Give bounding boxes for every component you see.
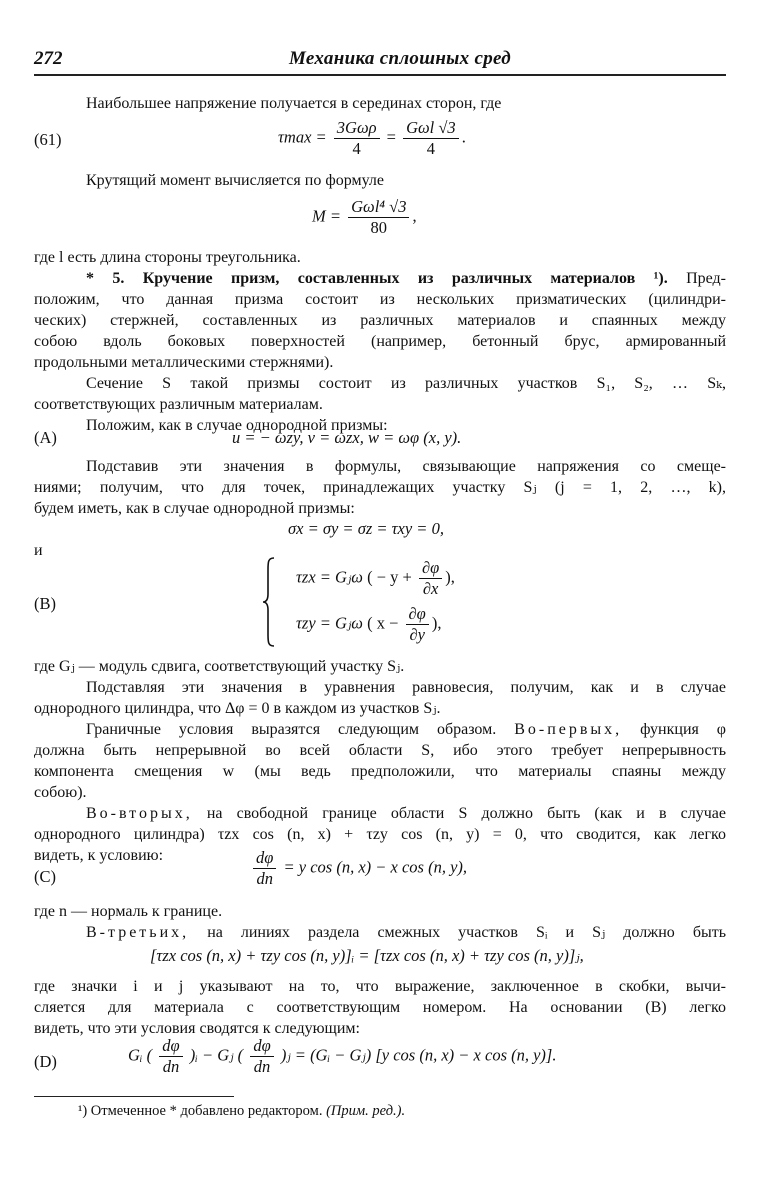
text-line: будем иметь, как в случае однородной призмы: <box>34 500 355 517</box>
text-line: где n — нормаль к границе. <box>34 903 223 920</box>
eqD-part-b: )ᵢ − Gⱼ ( <box>189 1045 244 1065</box>
equation-D <box>128 1036 556 1077</box>
conjunction: и <box>34 542 43 559</box>
header-rule <box>34 74 726 76</box>
footnote-rule <box>34 1096 234 1097</box>
text-line: где l есть длина стороны треугольника. <box>34 249 301 266</box>
eqC-rhs: = y cos (n, x) − x cos (n, y), <box>283 857 468 877</box>
equation-label-B: (B) <box>34 594 56 613</box>
eqD-fraction-1 <box>159 1036 182 1077</box>
eqB1-lhs: τzx = Gⱼω <box>296 567 363 587</box>
eqD-den-1: dn <box>162 1057 180 1076</box>
left-brace-icon <box>262 556 276 648</box>
equation-label-D: (D) <box>34 1052 57 1071</box>
text-fragment: на свободной границе области S должно быть (как и в случае <box>206 805 727 822</box>
page-number: 272 <box>34 48 63 69</box>
text-line: видеть, что эти условия сводятся к следующим: <box>34 1020 360 1037</box>
eqB1-num: ∂φ <box>419 558 442 579</box>
torque-lhs: M = <box>312 206 342 226</box>
text-line: видеть, к условию: <box>34 847 164 864</box>
equation-sigma: σx = σy = σz = τxy = 0, <box>288 519 444 538</box>
eqB1-rhs: ( − y + <box>367 567 412 587</box>
equation-A: u = − ωzy, v = ωzx, w = ωφ (x, y). <box>232 428 462 447</box>
section-heading: * 5. Кручение призм, составленных из различных материалов ¹). <box>86 270 668 287</box>
eq61-num-1: 3Gωρ <box>334 118 380 139</box>
eqB1-den: ∂x <box>422 579 439 598</box>
spaced-word: Во-вторых, <box>86 805 193 822</box>
eq61-fraction-1 <box>334 118 380 159</box>
eqD-num-2: dφ <box>250 1036 273 1057</box>
page-header <box>34 44 726 72</box>
text-line: компонента смещения w (мы ведь предположили, что материалы спаяны между <box>34 763 726 780</box>
eq61-num-2: Gωl √3 <box>403 118 459 139</box>
text-line: Сечение S такой призмы состоит из различных участков S₁, S₂, … Sₖ, <box>86 375 726 392</box>
footnote-text: ¹) Отмеченное * добавлено редактором. <box>78 1103 323 1119</box>
text-line: однородного цилиндра, что Δφ = 0 в каждом из участков Sⱼ. <box>34 700 441 717</box>
footnote <box>78 1103 405 1120</box>
eqD-den-2: dn <box>253 1057 271 1076</box>
text-fragment: Пред- <box>686 270 727 287</box>
text-fragment: на линиях раздела смежных участков Sᵢ и Sⱼ должно быть <box>207 924 727 941</box>
eqB2-rhs: ( x − <box>367 613 399 633</box>
text-line <box>34 719 726 740</box>
torque-num: Gωl⁴ √3 <box>348 197 409 218</box>
eqD-fraction-2 <box>250 1036 273 1077</box>
text-line <box>34 922 726 943</box>
eqB2-den: ∂y <box>409 625 425 644</box>
text-line: собою вдоль боковых поверхностей (например, бетонный брус, армированный <box>34 333 726 350</box>
text-line: ниями; получим, что для точек, принадлежащих участку Sⱼ (j = 1, 2, …, k), <box>34 479 726 496</box>
text-fragment: Граничные условия выразятся следующим образом. <box>86 721 497 738</box>
spaced-word: Во-первых, <box>514 721 623 738</box>
text-line: ческих) стержней, составленных из различных материалов и спаянных между <box>34 312 726 329</box>
spaced-word: В-третьих, <box>86 924 190 941</box>
text-line: Подставляя эти значения в уравнения равновесия, получим, как и в случае <box>86 679 726 696</box>
section-heading-line <box>34 268 726 289</box>
torque-fraction <box>348 197 409 238</box>
text-line: должна быть непрерывной во всей области S, ибо этого требует непрерывность <box>34 742 726 759</box>
eq61-fraction-2 <box>403 118 459 159</box>
eqC-den: dn <box>256 869 273 888</box>
eq61-lhs: τmax = <box>278 127 327 147</box>
equation-61: τmax = $\frac{\text{3Gωρ}}{4}$ = $\frac{\text{Gωl √3}}{4}$ . <box>278 118 466 158</box>
text-line: сляется для материала с соответствующим номером. На основании (B) легко <box>34 999 726 1016</box>
eq61-den-1: 4 <box>352 139 361 158</box>
eq61-den-2: 4 <box>426 139 436 158</box>
running-title: Механика сплошных сред <box>288 48 512 69</box>
eqD-part-a: Gᵢ ( <box>128 1045 153 1065</box>
text-line: Подставив эти значения в формулы, связывающие напряжения со смеще- <box>86 458 726 475</box>
text-line: собою). <box>34 784 87 801</box>
text-line: Крутящий момент вычисляется по формуле <box>86 172 384 189</box>
eqB2-lhs: τzy = Gⱼω <box>296 613 363 633</box>
text-fragment: функция φ <box>640 721 727 738</box>
eqB2-fraction <box>406 604 429 645</box>
equation-B-2: τzy = Gⱼω ( x − $\frac{\partial\varphi}{\partial y}$ ), <box>296 604 442 644</box>
eqD-num-1: dφ <box>159 1036 182 1057</box>
equation-B-1: τzx = Gⱼω ( − y + $\frac{\partial\varphi}{\partial x}$ ), <box>296 558 455 598</box>
equation-label-A: (A) <box>34 428 57 447</box>
equation-C <box>250 848 467 889</box>
footnote-note: (Прим. ред.). <box>326 1103 406 1119</box>
equation-label-61: (61) <box>34 130 62 149</box>
eqD-part-c: )ⱼ = (Gᵢ − Gⱼ) [y cos (n, x) − x cos (n, y)]. <box>280 1045 557 1065</box>
text-line: Наибольшее напряжение получается в серединах сторон, где <box>86 95 502 112</box>
text-line: положим, что данная призма состоит из нескольких призматических (цилиндри- <box>34 291 726 308</box>
eqC-fraction <box>253 848 276 889</box>
torque-den: 80 <box>370 218 388 237</box>
text-line: продольными металлическими стержнями). <box>34 354 334 371</box>
text-line: однородного цилиндра) τzx cos (n, x) + τzy cos (n, y) = 0, что сводится, как легко <box>34 826 726 843</box>
text-line: соответствующих различным материалам. <box>34 396 323 413</box>
text-line: где значки i и j указывают на то, что выражение, заключенное в скобки, вычи- <box>34 978 726 995</box>
equation-interface: [τzx cos (n, x) + τzy cos (n, y)]ᵢ = [τzx cos (n, x) + τzy cos (n, y)]ⱼ, <box>150 946 584 965</box>
text-line: Положим, как в случае однородной призмы: <box>86 417 388 434</box>
equation-label-C: (C) <box>34 867 56 886</box>
text-line <box>34 803 726 824</box>
equation-torque: M = $\frac{\text{Gωl⁴ √3}}{80}$ , <box>312 197 417 237</box>
eqC-num: dφ <box>253 848 276 869</box>
text-line: где Gⱼ — модуль сдвига, соответствующий участку Sⱼ. <box>34 658 405 675</box>
eqB2-num: ∂φ <box>406 604 429 625</box>
eqB1-fraction <box>419 558 442 599</box>
